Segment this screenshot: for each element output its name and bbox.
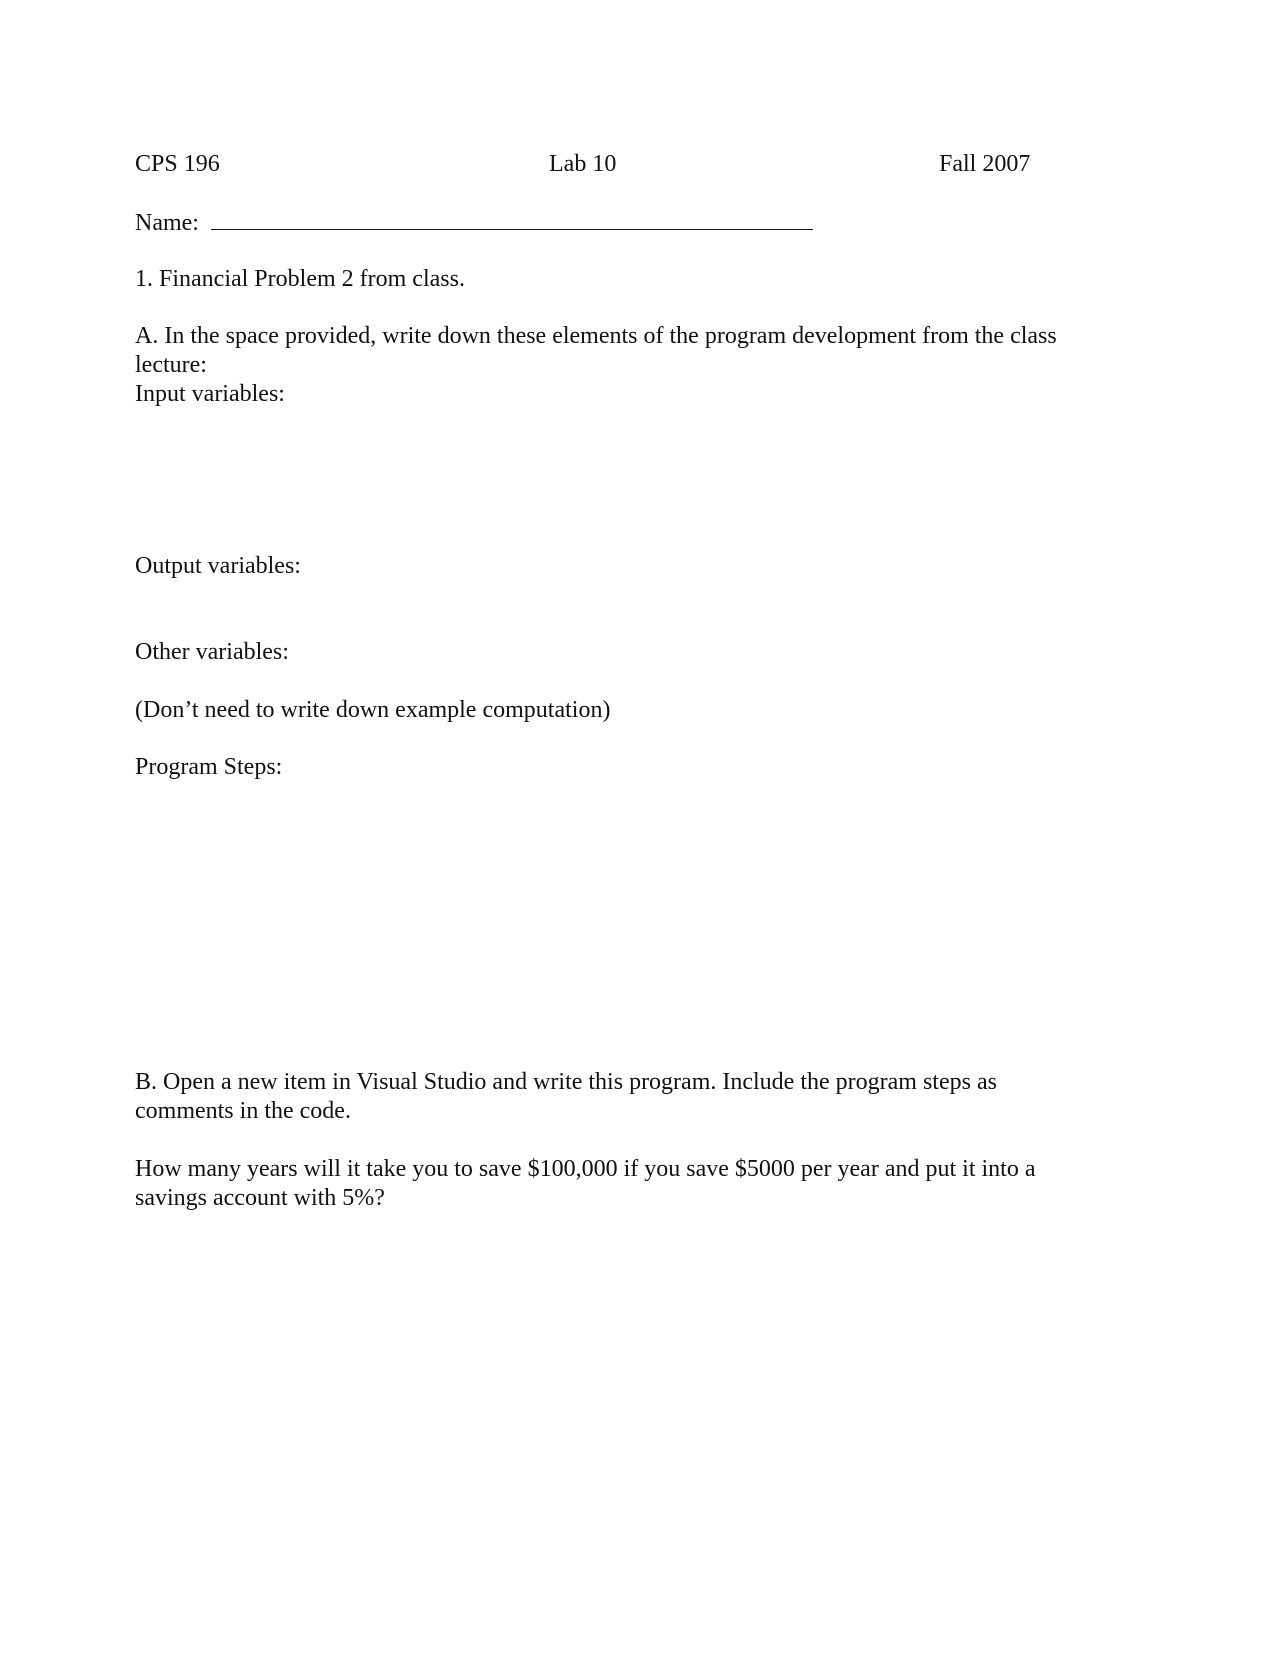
savings-question-line-1: How many years will it take you to save $100,000 if you save $5000 per year and put it into a — [135, 1156, 1036, 1182]
input-variables-label: Input variables: — [135, 381, 285, 407]
course-code: CPS 196 — [135, 151, 220, 177]
name-row — [135, 207, 813, 238]
example-computation-note: (Don’t need to write down example computation) — [135, 697, 611, 723]
program-steps-label: Program Steps: — [135, 754, 283, 780]
output-variables-label: Output variables: — [135, 553, 301, 579]
name-label: Name: — [135, 210, 199, 236]
part-b-instruction-line-1: B. Open a new item in Visual Studio and write this program. Include the program steps as — [135, 1069, 997, 1095]
term-label: Fall 2007 — [939, 151, 1031, 177]
problem-title: 1. Financial Problem 2 from class. — [135, 266, 465, 292]
lab-title: Lab 10 — [549, 151, 617, 177]
part-a-instruction-line-2: lecture: — [135, 352, 207, 378]
savings-question-line-2: savings account with 5%? — [135, 1185, 385, 1211]
other-variables-label: Other variables: — [135, 639, 289, 665]
name-blank-line[interactable] — [211, 207, 813, 230]
part-a-instruction-line-1: A. In the space provided, write down these elements of the program development from the class — [135, 323, 1057, 349]
part-b-instruction-line-2: comments in the code. — [135, 1098, 351, 1124]
